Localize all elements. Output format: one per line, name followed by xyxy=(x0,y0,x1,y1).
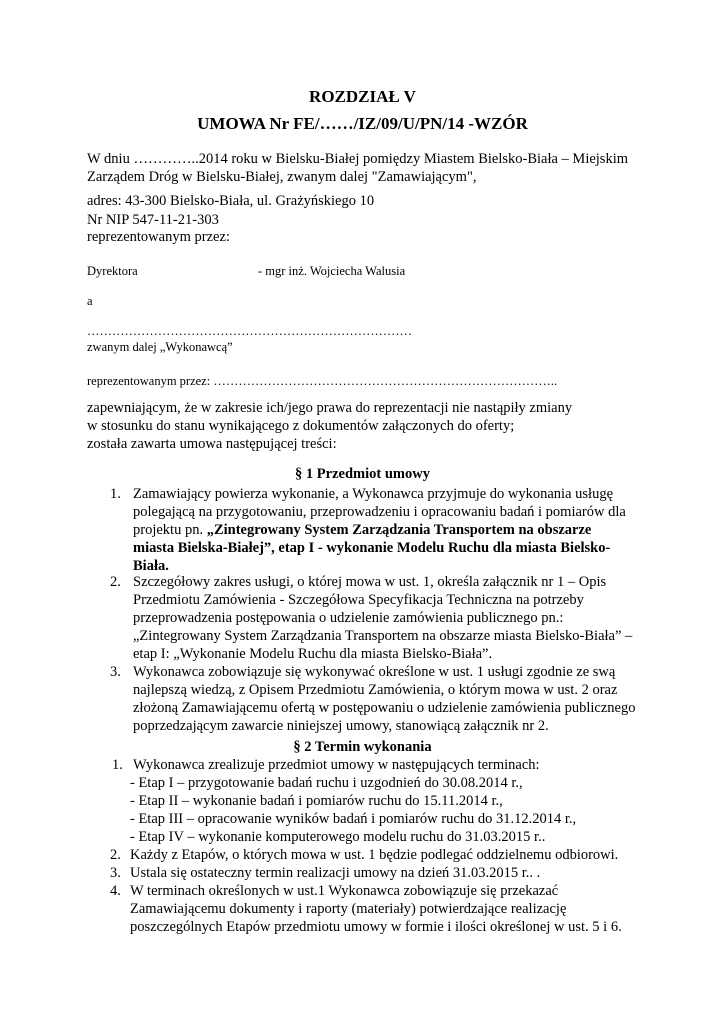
s1-item-3-line-3: złożoną Zamawiającemu ofertą w postępowaniu o udzielenie zamówienia publicznego xyxy=(133,700,636,716)
s1-item-1-line-4: miasta Bielska-Białej”, etap I - wykonanie Modelu Ruchu dla miasta Bielsko- xyxy=(133,540,611,556)
s2-stage-1: - Etap I – przygotowanie badań ruchu i uzgodnień do 30.08.2014 r., xyxy=(130,775,523,791)
s2-stage-4: - Etap IV – wykonanie komputerowego modelu ruchu do 31.03.2015 r.. xyxy=(130,829,546,845)
s1-item-2-line-4: „Zintegrowany System Zarządzania Transportem na obszarze miasta Bielsko-Biała” – xyxy=(133,628,633,644)
s1-item-1-number: 1. xyxy=(110,486,121,502)
s2-item-2-number: 2. xyxy=(110,847,121,863)
represented-by-line: reprezentowanym przez: xyxy=(87,229,230,245)
s2-item-4-number: 4. xyxy=(110,883,121,899)
s1-item-1-line-1: Zamawiający powierza wykonanie, a Wykonawca przyjmuje do wykonania usługę xyxy=(133,486,614,502)
s1-item-1-line-3 xyxy=(133,521,591,539)
s1-item-2-line-5: etap I: „Wykonanie Modelu Ruchu dla miasta Bielsko-Biała”. xyxy=(133,646,493,662)
assurance-line-1: zapewniającym, że w zakresie ich/jego prawa do reprezentacji nie nastąpiły zmiany xyxy=(87,400,573,416)
s1-item-2-line-1: Szczegółowy zakres usługi, o której mowa w ust. 1, określa załącznik nr 1 – Opis xyxy=(133,574,607,590)
director-name: - mgr inż. Wojciecha Walusia xyxy=(258,264,406,278)
s2-item-4-line-2: Zamawiającemu dokumenty i raporty (materiały) potwierdzające realizację xyxy=(130,901,567,917)
s2-stage-2: - Etap II – wykonanie badań i pomiarów ruchu do 15.11.2014 r., xyxy=(130,793,503,809)
contractor-represented: reprezentowanym przez: ……………………………………………………………………….. xyxy=(87,374,558,388)
assurance-line-3: została zawarta umowa następującej treści: xyxy=(87,436,337,452)
intro-line-2: Zarządem Dróg w Bielsku-Białej, zwanym dalej "Zamawiającym", xyxy=(87,169,477,185)
s2-stage-3: - Etap III – opracowanie wyników badań i pomiarów ruchu do 31.12.2014 r., xyxy=(130,811,577,827)
chapter-heading: ROZDZIAŁ V xyxy=(309,87,416,106)
s2-item-1-number: 1. xyxy=(112,757,123,773)
contractor-called: zwanym dalej „Wykonawcą” xyxy=(87,340,233,354)
s2-item-2-text: Każdy z Etapów, o których mowa w ust. 1 będzie podlegać oddzielnemu odbiorowi. xyxy=(130,847,619,863)
s1-item-2-line-2: Przedmiotu Zamówienia - Szczegółowa Specyfikacja Techniczna na potrzeby xyxy=(133,592,584,608)
intro-line-1: W dniu …………..2014 roku w Bielsku-Białej pomiędzy Miastem Bielsko-Biała – Miejskim xyxy=(87,151,629,167)
and-text: a xyxy=(87,294,93,308)
s2-item-4-line-3: poszczególnych Etapów przedmiotu umowy w formie i ilości określonej w ust. 5 i 6. xyxy=(130,919,622,935)
s2-item-3-text: Ustala się ostateczny termin realizacji umowy na dzień 31.03.2015 r.. . xyxy=(130,865,541,881)
assurance-line-2: w stosunku do stanu wynikającego z dokumentów załączonych do oferty; xyxy=(87,418,515,434)
s2-item-1-text: Wykonawca zrealizuje przedmiot umowy w następujących terminach: xyxy=(133,757,540,773)
s1-item-3-line-1: Wykonawca zobowiązuje się wykonywać określone w ust. 1 usługi zgodnie ze swą xyxy=(133,664,616,680)
section-2-heading: § 2 Termin wykonania xyxy=(293,739,432,755)
s1-item-2-number: 2. xyxy=(110,574,121,590)
director-label: Dyrektora xyxy=(87,264,138,278)
s1-item-1-line-2: polegającą na przygotowaniu, przeprowadzeniu i opracowaniu badań i pomiarów dla xyxy=(133,504,626,520)
address-line: adres: 43-300 Bielsko-Biała, ul. Grażyńskiego 10 xyxy=(87,193,375,209)
section-1-heading: § 1 Przedmiot umowy xyxy=(295,466,430,482)
contract-title: UMOWA Nr FE/……/IZ/09/U/PN/14 -WZÓR xyxy=(197,114,528,133)
s1-item-3-line-2: najlepszą wiedzą, z Opisem Przedmiotu Zamówienia, o którym mowa w ust. 2 oraz xyxy=(133,682,618,698)
s1-item-3-number: 3. xyxy=(110,664,121,680)
s1-item-2-line-3: przeprowadzenia postępowania o udzielenie zamówienia publicznego pn.: xyxy=(133,610,564,626)
s1-item-1-line-5: Biała. xyxy=(133,558,169,574)
contractor-dots: …………………………………………………………………… xyxy=(87,324,412,338)
s1-item-3-line-4: poprzedzającym zawarcie niniejszej umowy, stanowiącą załącznik nr 2. xyxy=(133,718,549,734)
s1-item-1-project-name: „Zintegrowany System Zarządzania Transportem na obszarze xyxy=(206,522,592,538)
s1-item-1-line-3-plain: projektu pn. xyxy=(133,522,207,538)
s2-item-4-line-1: W terminach określonych w ust.1 Wykonawca zobowiązuje się przekazać xyxy=(130,883,559,899)
nip-line: Nr NIP 547-11-21-303 xyxy=(87,212,219,228)
s2-item-3-number: 3. xyxy=(110,865,121,881)
